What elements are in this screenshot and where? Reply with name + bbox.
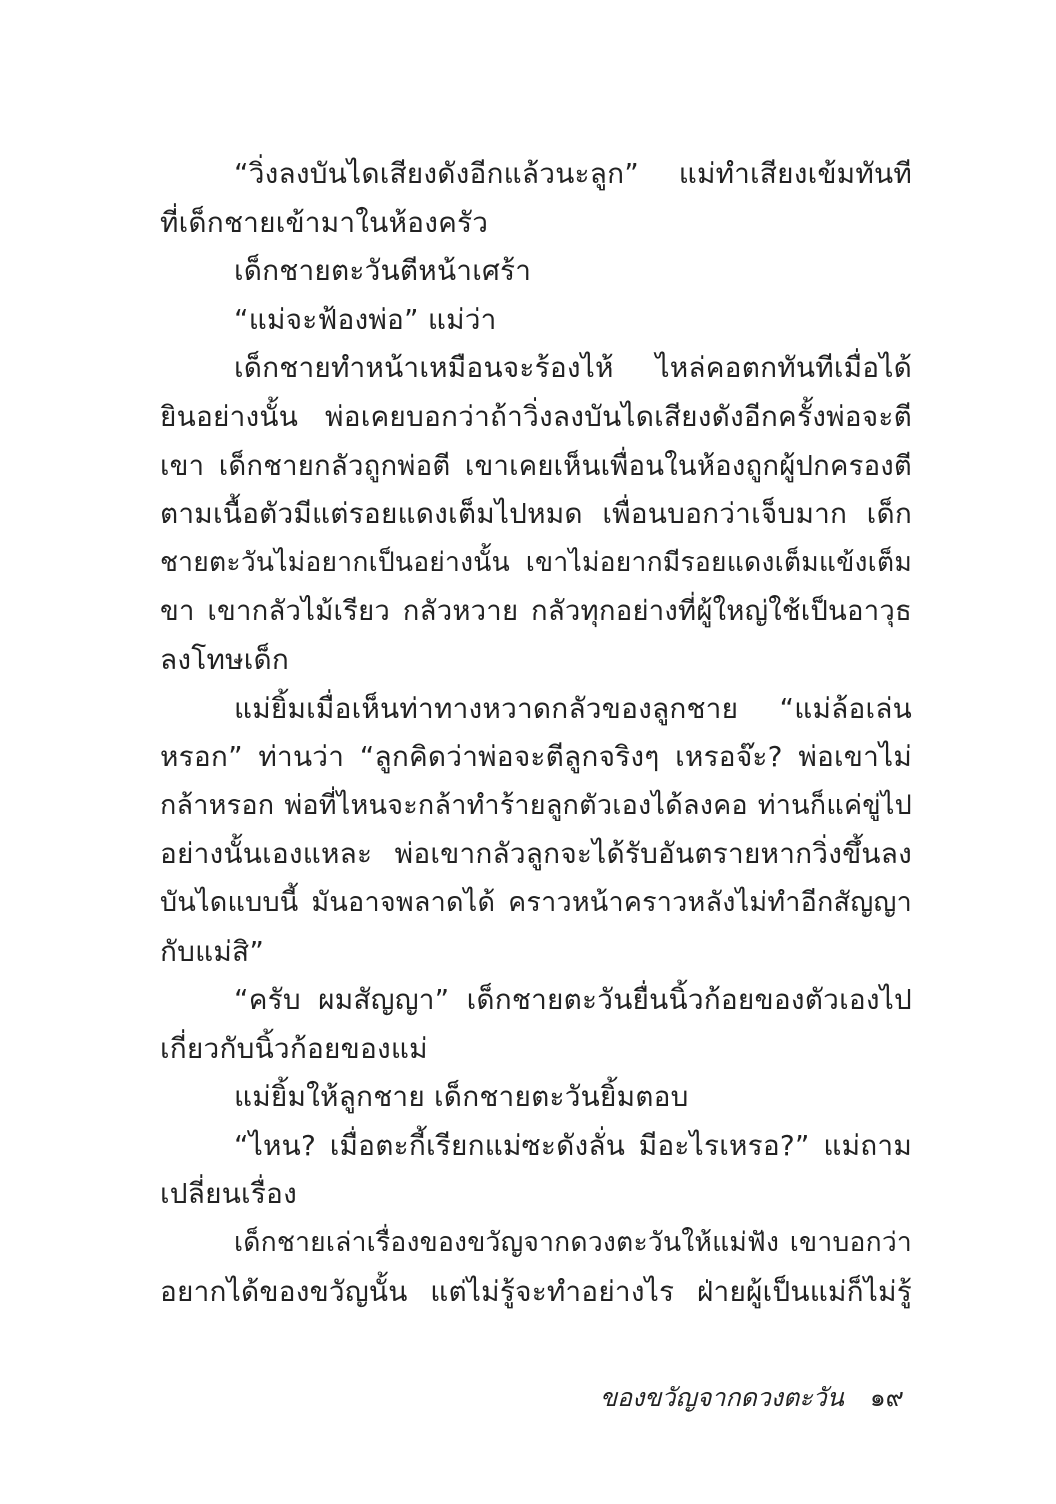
page-number: ๑๙ xyxy=(869,1383,904,1412)
text-line: เกี่ยวกับนิ้วก้อยของแม่ xyxy=(160,1031,428,1065)
text-line: ชายตะวันไม่อยากเป็นอย่างนั้น เขาไม่อยากมีรอยแดงเต็มแข้งเต็ม xyxy=(160,546,912,578)
text-line: ยินอย่างนั้น พ่อเคยบอกว่าถ้าวิ่งลงบันไดเสียงดังอีกครั้งพ่อจะตี xyxy=(160,399,912,433)
running-footer xyxy=(600,1378,904,1418)
text-line: แม่ยิ้มให้ลูกชาย เด็กชายตะวันยิ้มตอบ xyxy=(234,1080,689,1114)
text-line: เขา เด็กชายกลัวถูกพ่อตี เขาเคยเห็นเพื่อนในห้องถูกผู้ปกครองตี xyxy=(160,449,912,482)
text-line: แม่ยิ้มเมื่อเห็นท่าทางหวาดกลัวของลูกชาย “แม่ล้อเล่น xyxy=(234,691,912,725)
text-line: บันไดแบบนี้ มันอาจพลาดได้ คราวหน้าคราวหลังไม่ทำอีกสัญญา xyxy=(160,886,912,918)
text-line: กับแม่สิ” xyxy=(160,934,265,968)
text-line: “ไหน? เมื่อตะกี้เรียกแม่ซะดังลั่น มีอะไรเหรอ?” แม่ถาม xyxy=(234,1128,912,1162)
text-line: ตามเนื้อตัวมีแต่รอยแดงเต็มไปหมด เพื่อนบอกว่าเจ็บมาก เด็ก xyxy=(160,497,912,531)
footer-book-title: ของขวัญจากดวงตะวัน xyxy=(599,1383,844,1412)
text-line: ที่เด็กชายเข้ามาในห้องครัว xyxy=(160,205,489,239)
text-line: ขา เขากลัวไม้เรียว กลัวหวาย กลัวทุกอย่างที่ผู้ใหญ่ใช้เป็นอาวุธ xyxy=(160,595,912,628)
body-text xyxy=(160,150,912,1316)
text-line: หรอก” ท่านว่า “ลูกคิดว่าพ่อจะตีลูกจริงๆ เหรอจ๊ะ? พ่อเขาไม่ xyxy=(160,740,912,774)
text-line: “แม่จะฟ้องพ่อ” แม่ว่า xyxy=(234,302,497,336)
text-line: “วิ่งลงบันไดเสียงดังอีกแล้วนะลูก” แม่ทำเสียงเข้มทันที xyxy=(234,157,912,190)
text-line: เปลี่ยนเรื่อง xyxy=(160,1177,297,1211)
text-line: เด็กชายทำหน้าเหมือนจะร้องไห้ ไหล่คอตกทันทีเมื่อได้ xyxy=(234,351,912,385)
text-line: กล้าหรอก พ่อที่ไหนจะกล้าทำร้ายลูกตัวเองได้ลงคอ ท่านก็แค่ขู่ไป xyxy=(160,789,912,821)
text-line: อย่างนั้นเองแหละ พ่อเขากลัวลูกจะได้รับอันตรายหากวิ่งขึ้นลง xyxy=(160,837,912,871)
text-line: อยากได้ของขวัญนั้น แต่ไม่รู้จะทำอย่างไร ฝ่ายผู้เป็นแม่ก็ไม่รู้ xyxy=(160,1274,912,1308)
text-line: “ครับ ผมสัญญา” เด็กชายตะวันยื่นนิ้วก้อยของตัวเองไป xyxy=(234,983,912,1017)
text-line: เด็กชายเล่าเรื่องของขวัญจากดวงตะวันให้แม่ฟัง เขาบอกว่า xyxy=(234,1227,912,1259)
text-line: ลงโทษเด็ก xyxy=(160,642,290,676)
text-line: เด็กชายตะวันตีหน้าเศร้า xyxy=(234,254,532,288)
